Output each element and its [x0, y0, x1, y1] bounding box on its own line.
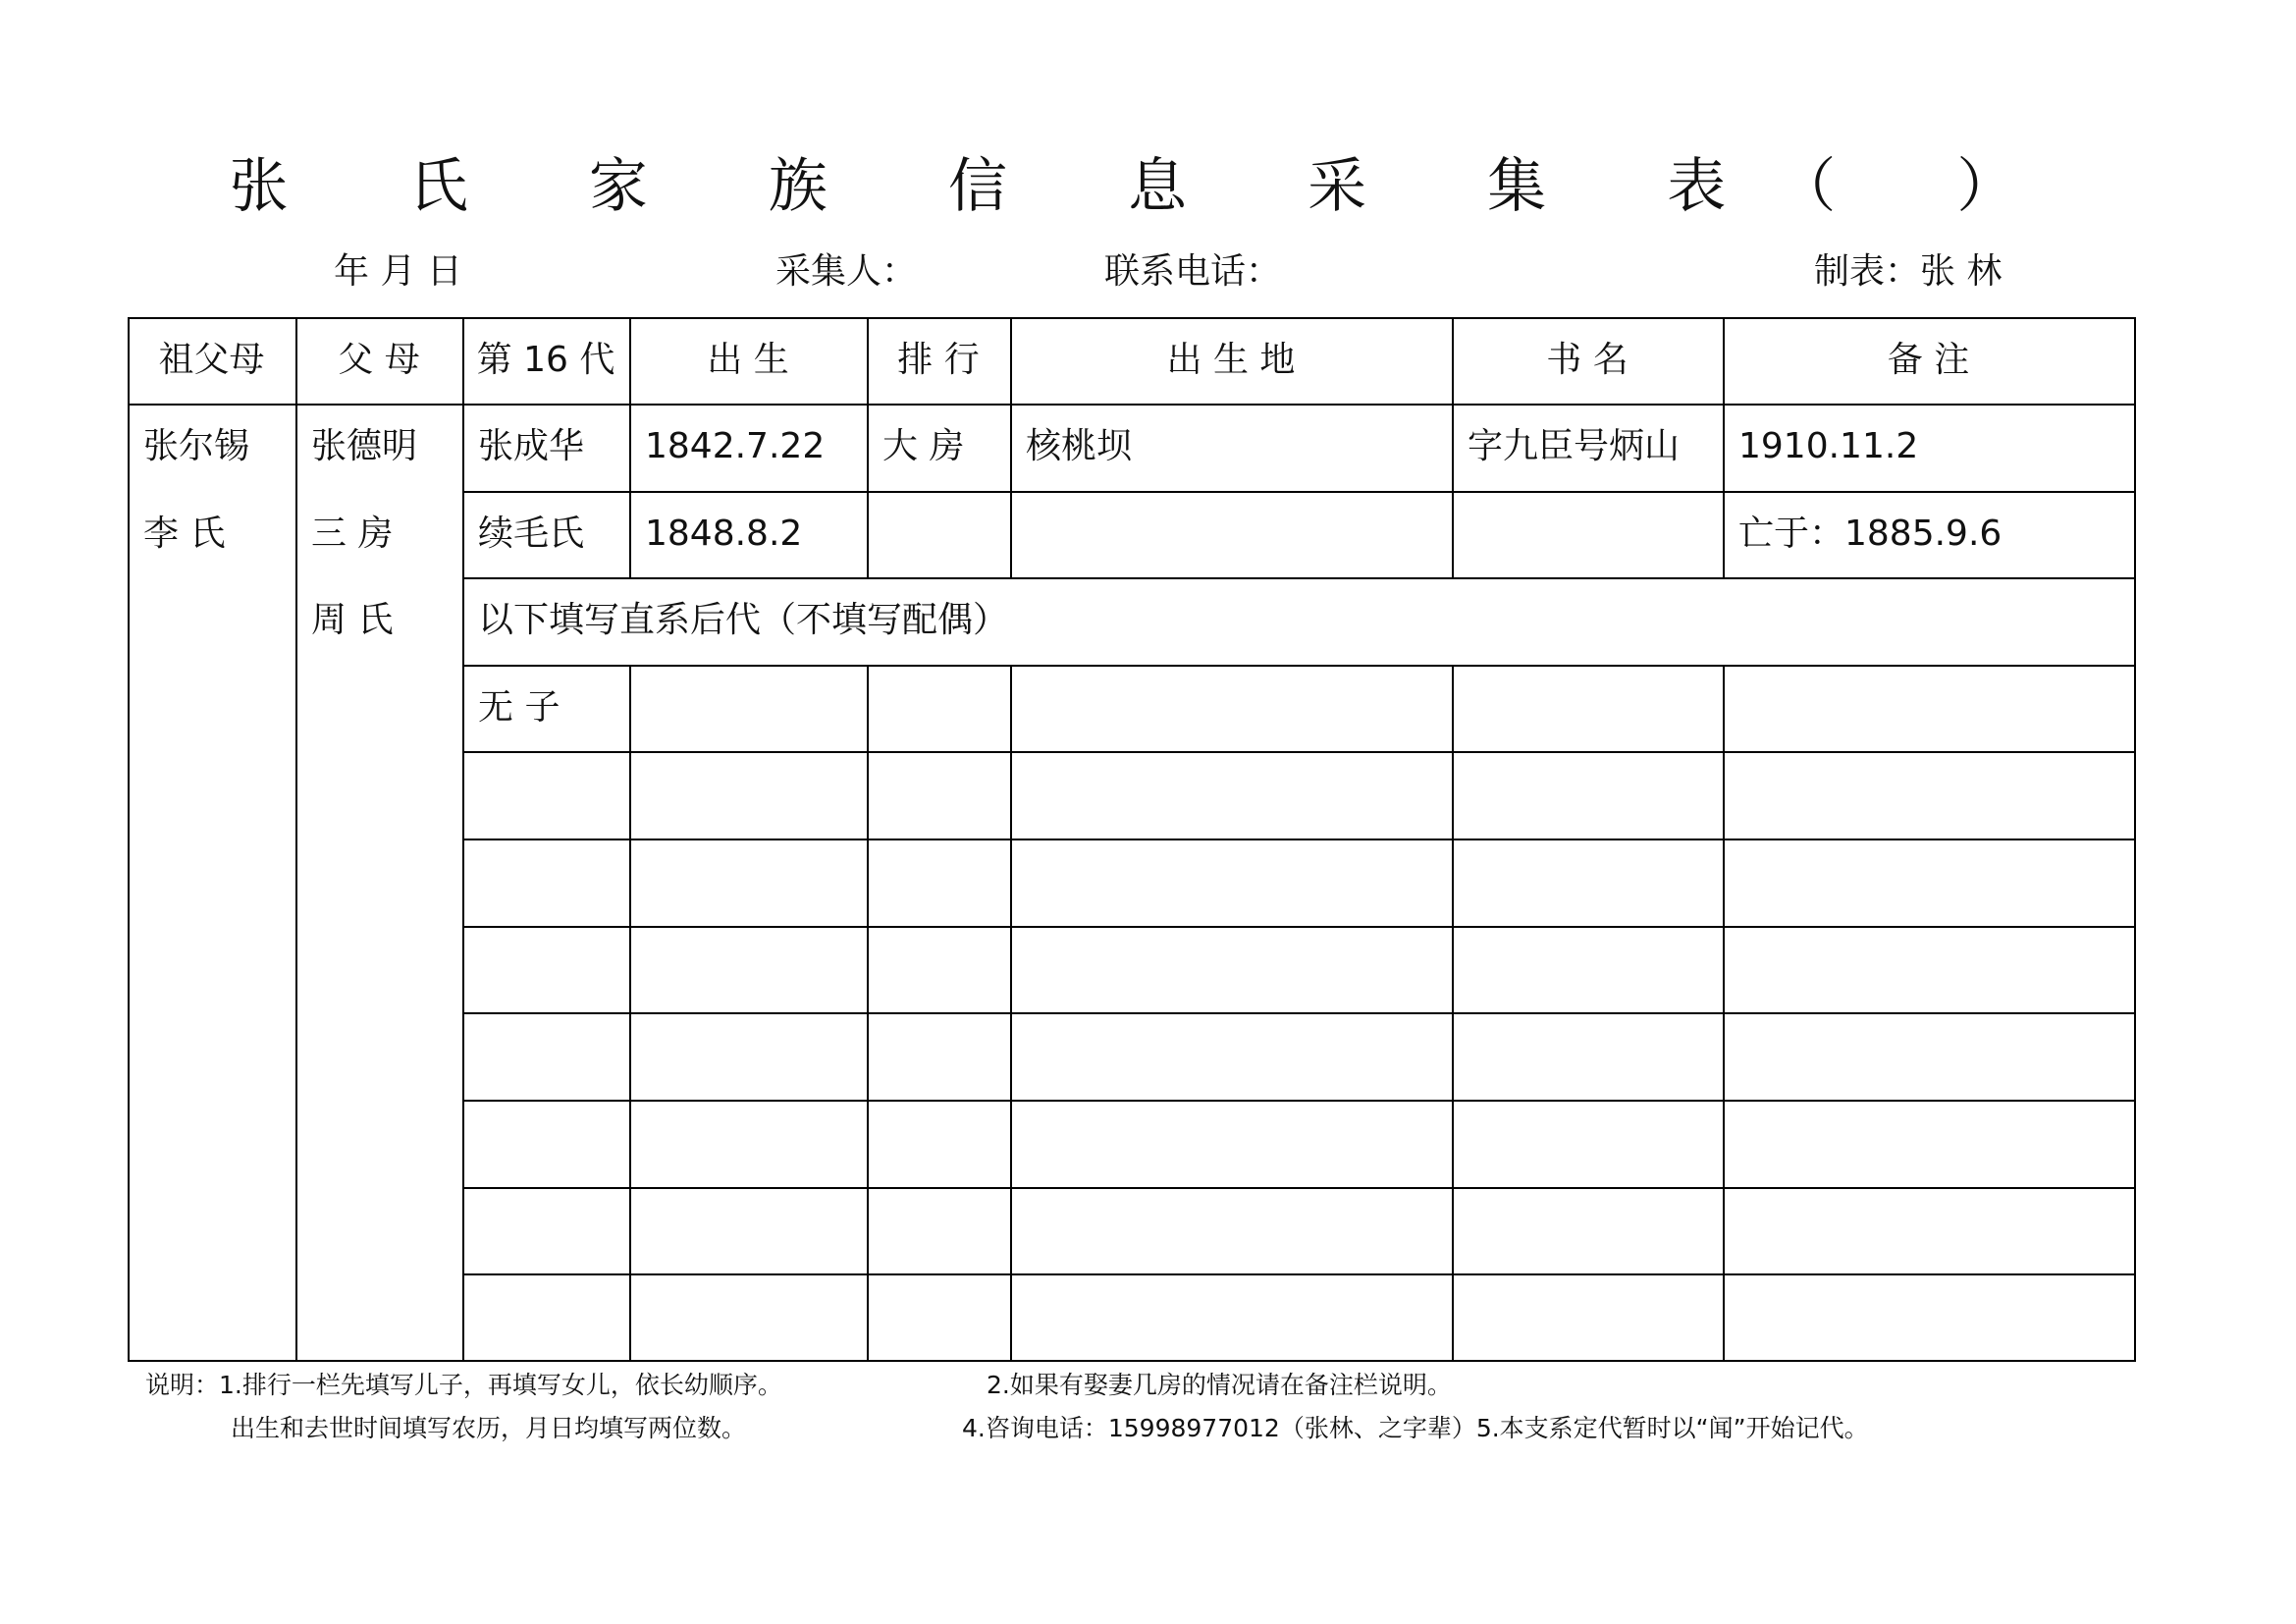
table-maker-label: 制表：张 林	[1814, 251, 2002, 292]
descendants-note: 以下填写直系后代（不填写配偶）	[478, 600, 1009, 640]
table-border-left	[128, 317, 130, 1362]
grandmother-name: 李 氏	[143, 514, 226, 554]
instruction-note-2: 2.如果有娶妻几房的情况请在备注栏说明。	[987, 1371, 1452, 1399]
father-name: 张德明	[311, 426, 418, 466]
column-divider	[867, 665, 869, 1362]
row-divider	[462, 1187, 2136, 1189]
header-divider	[128, 404, 2136, 406]
collector-field-label: 采集人：	[775, 251, 918, 292]
column-divider	[629, 665, 631, 1362]
column-divider	[462, 317, 464, 1362]
header-book-name: 书 名	[1546, 340, 1629, 380]
row-divider	[462, 491, 2136, 493]
column-divider	[1723, 665, 1725, 1362]
header-birthplace: 出 生 地	[1166, 340, 1296, 380]
instruction-note-3: 出生和去世时间填写农历，月日均填写两位数。	[231, 1414, 747, 1442]
row-divider	[462, 665, 2136, 667]
row-divider	[462, 1012, 2136, 1014]
row-2-remark: 亡于：1885.9.6	[1738, 514, 2002, 554]
row-1-birthplace: 核桃坝	[1026, 426, 1133, 466]
column-divider	[295, 317, 297, 1362]
row-2-birth: 1848.8.2	[645, 514, 803, 554]
row-1-book-name: 字九臣号炳山	[1468, 426, 1681, 466]
row-1-rank: 大 房	[882, 426, 965, 466]
row-1-birth: 1842.7.22	[645, 426, 826, 466]
grandfather-name: 张尔锡	[143, 426, 250, 466]
row-divider	[462, 751, 2136, 753]
page-title: 张 氏 家 族 信 息 采 集 表（ ）	[229, 152, 2067, 221]
row-1-remark: 1910.11.2	[1738, 426, 1919, 466]
row-divider	[462, 1273, 2136, 1275]
header-grandparents: 祖父母	[158, 340, 265, 380]
header-remark: 备 注	[1887, 340, 1970, 380]
header-generation: 第 16 代	[476, 340, 615, 380]
father-marriage-note: 三 房	[311, 514, 394, 554]
column-divider	[1452, 665, 1454, 1362]
table-border-top	[128, 317, 2136, 319]
phone-field-label: 联系电话：	[1104, 251, 1282, 292]
row-divider	[462, 839, 2136, 840]
date-field-label: 年 月 日	[334, 251, 462, 292]
row-2-name: 续毛氏	[478, 514, 585, 554]
mother-name: 周 氏	[311, 600, 394, 640]
instruction-note-4: 4.咨询电话：15998977012（张林、之字辈）5.本支系定代暂时以“闻”开始记代。	[962, 1414, 1869, 1442]
header-parents: 父 母	[338, 340, 420, 380]
family-info-table	[128, 317, 2136, 1362]
row-divider	[462, 577, 2136, 579]
column-divider	[1010, 665, 1012, 1362]
descendant-row-1-name: 无 子	[478, 687, 561, 728]
row-divider	[462, 1100, 2136, 1102]
row-divider	[462, 926, 2136, 928]
instruction-note-1: 说明：1.排行一栏先填写儿子，再填写女儿，依长幼顺序。	[145, 1371, 782, 1399]
table-border-bottom	[128, 1360, 2136, 1362]
header-rank: 排 行	[897, 340, 980, 380]
row-1-name: 张成华	[478, 426, 585, 466]
table-border-right	[2134, 317, 2136, 1362]
header-birth: 出 生	[707, 340, 789, 380]
